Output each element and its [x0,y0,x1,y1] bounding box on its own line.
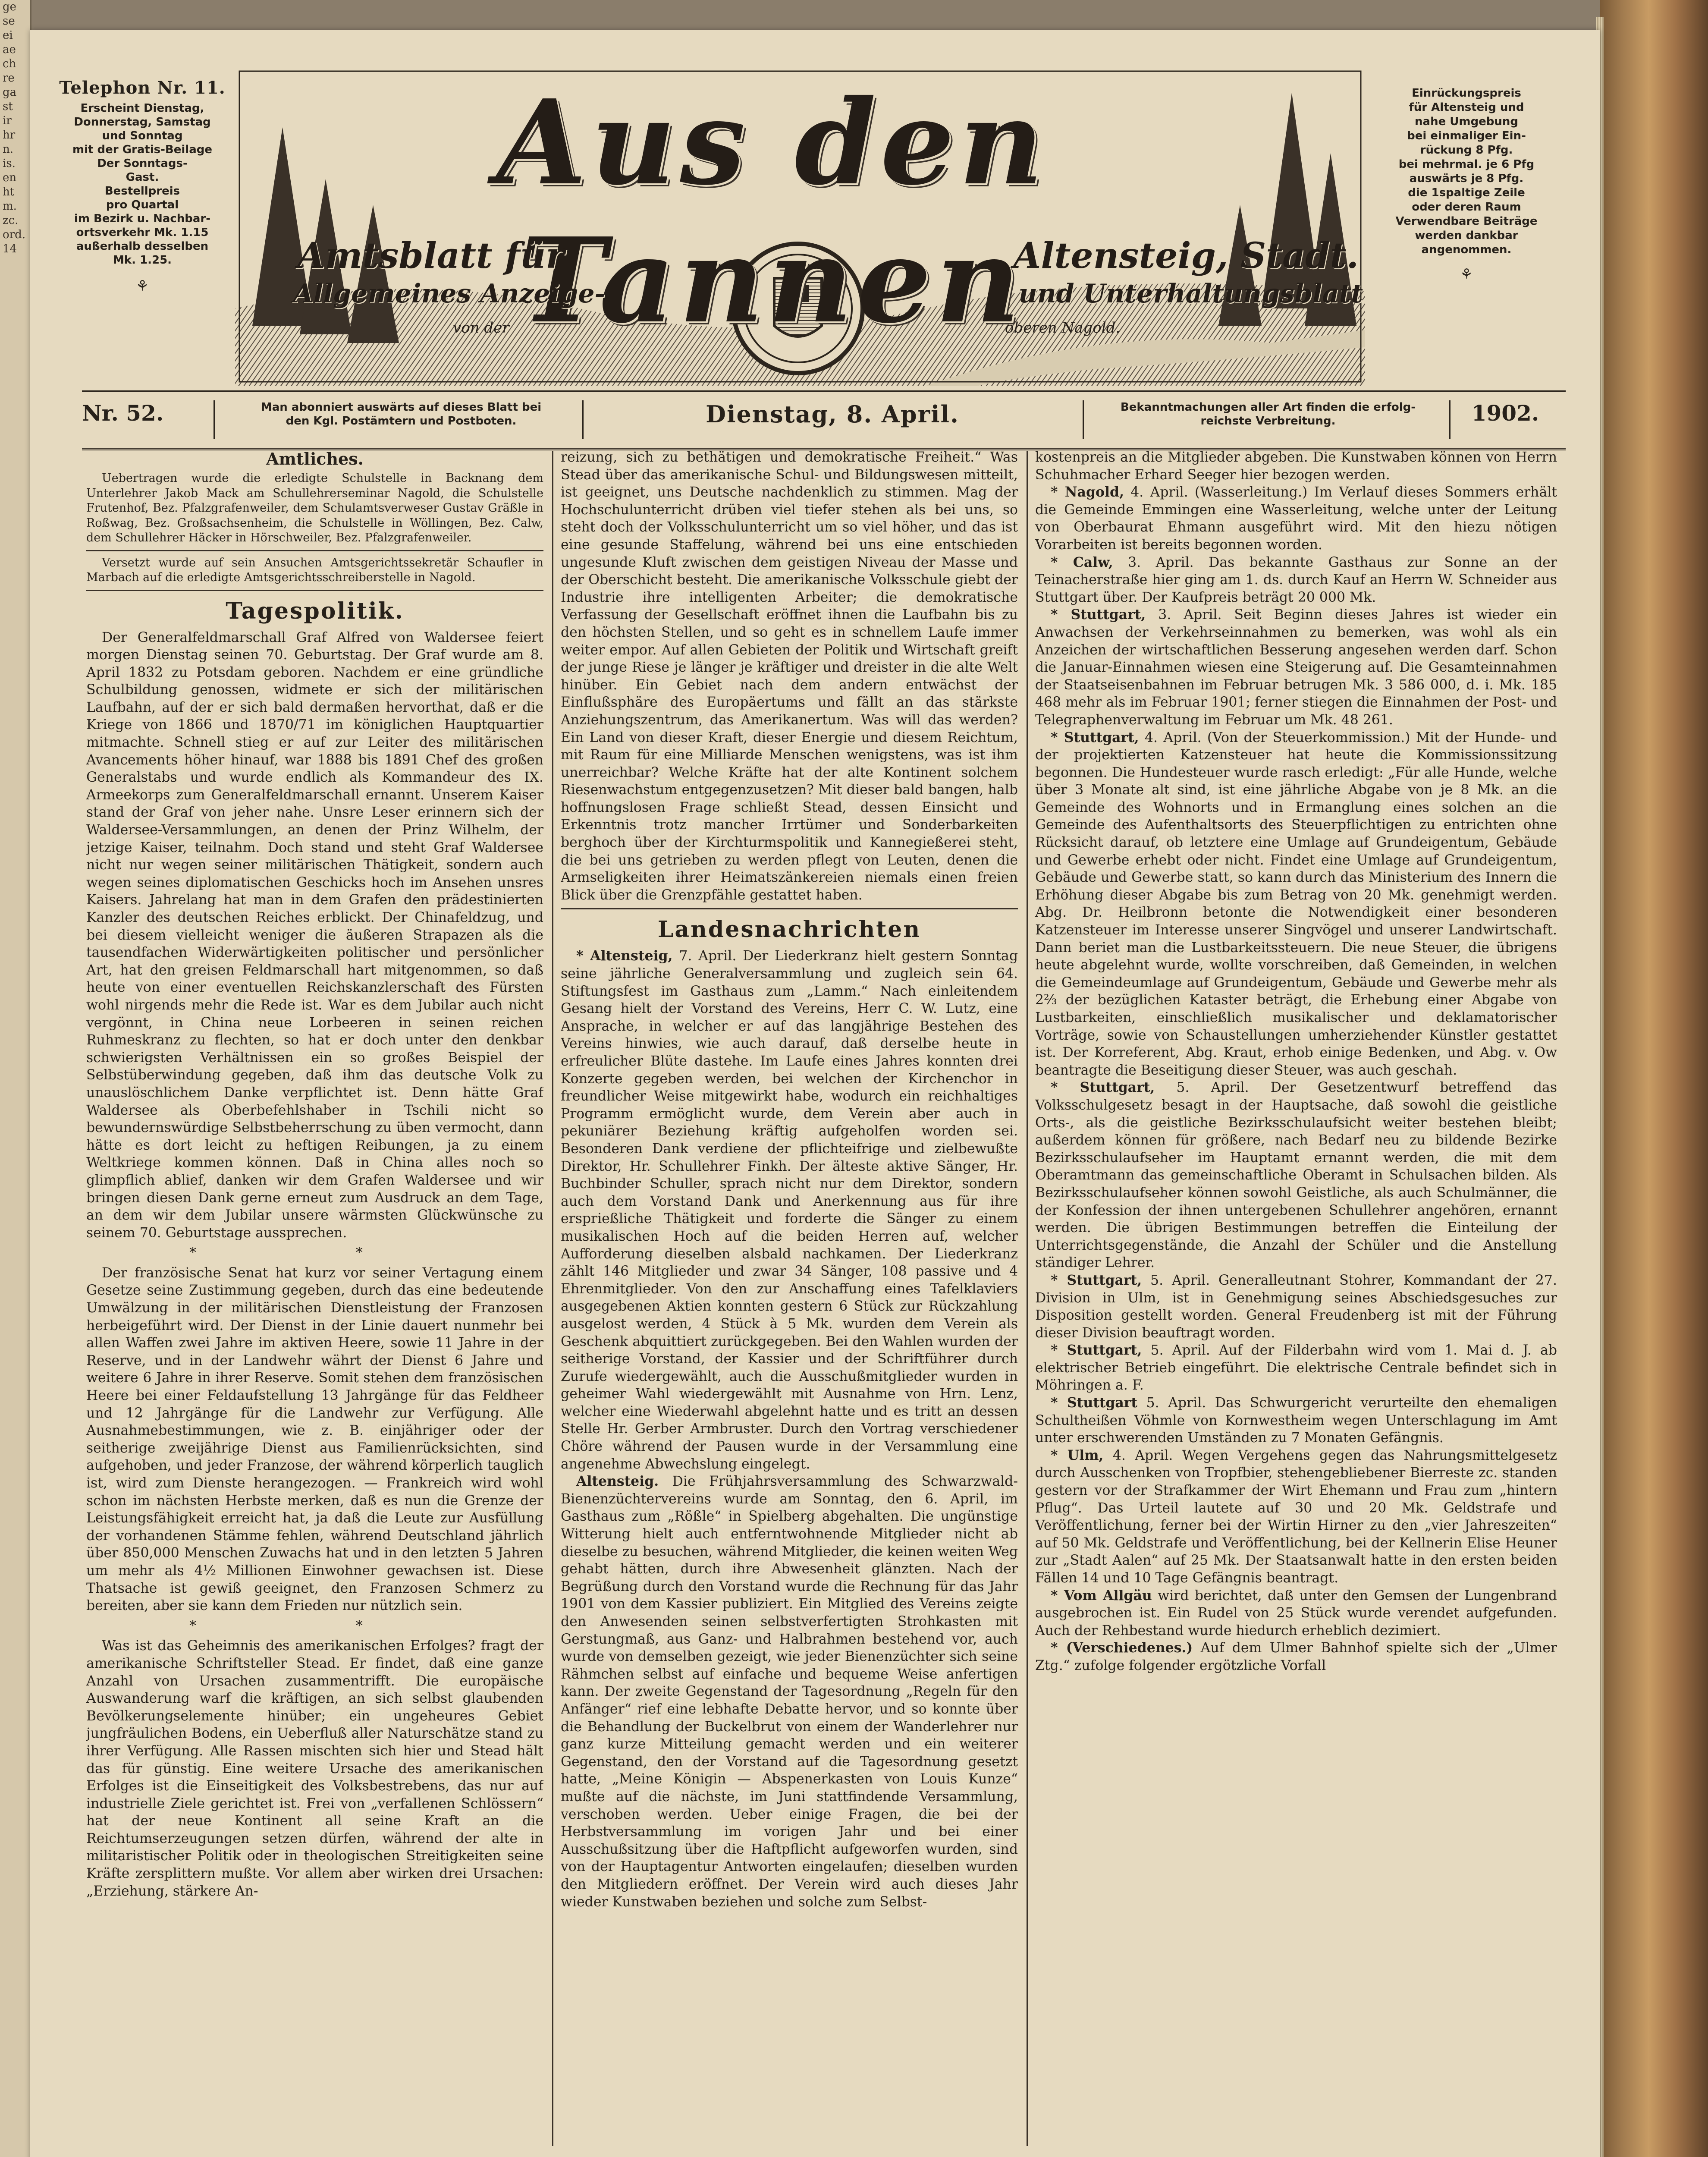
margin-fragment: ord. [3,228,25,241]
subscription-line: Man abonniert auswärts auf dieses Blatt bei [261,401,542,414]
book-spine [1600,0,1708,2157]
news-item-text: Die Frühjahrsversammlung des Schwarzwald-Bienenzüchtervereins wurde am Sonntag, den 6. April, im Gasthaus zum „Rößle“ in Spielberg abgehalten. Die ungünstige Witterung hielt auch entferntwohnende Mitglieder nicht ab dieselbe zu besuchen, während Mitglieder, die keinen weiten Weg gehabt hätten, durch ihre Abwesenheit glänzten. Nach der Begrüßung durch den Vorstand wurde die Rechnung für das Jahr 1901 von dem Kassier publiziert. Ein Mitglied des Vereins zeigte den Anwesenden seinen selbstverfertigten Strohkasten mit Gerstungmaß, aus Ganz- und Halbrahmen bestehend vor, auch wurde von demselben gezeigt, wie jeder Bienenzüchter sich seine Rähmchen selbst auf einfache und bequeme Weise anfertigen kann. Der zweite Gegenstand der Tagesordnung „Regeln für den Anfänger“ rief eine lebhafte Debatte hervor, und so konnte über die Behandlung der Buckelbrut von einem der Wanderlehrer nur ganz kurze Mitteilung gemacht werden und ein weiterer Gegenstand, den der Vorstand auf die Tagesordnung gesetzt hatte, „Meine Königin — Abspenerkasten von Louis Kunze“ mußte auf die nächste, im Juni stattfindende Versammlung, verschoben werden. Ueber einige Fragen, die bei der Herbstversammlung im vorigen Jahr und bei einer Ausschußsitzung über die Haftpflicht aufgeworfen wurden, sind von der Hauptagentur Antworten eingelaufen; dieselben wurden den Mitgliedern eröffnet. Der Verein wird auch dieses Jahr wieder Kunstwaben beziehen und solche zum Selbst- [561,1474,1018,1910]
news-item [1035,1587,1557,1640]
masthead-subtitle-left: Amtsblatt für [298,235,565,277]
subscription-line: den Kgl. Postämtern und Postboten. [286,415,517,428]
news-item [1035,1394,1557,1447]
pricing-info-line: auswärts je 8 Pfg. [1409,172,1524,185]
news-item-text: 5. April. Auf der Filderbahn wird vom 1. Mai d. J. ab elektrischer Betrieb eingeführt. Die elektrische Centrale befindet sich in Möhringen a. F. [1035,1343,1557,1393]
article-paragraph: reizung, sich zu bethätigen und demokratische Freiheit.“ Was Stead über das amerikanische Schul- und Bildungswesen mitteilt, ist geeignet, uns Deutsche nachdenklich zu stimmen. Mag der Hochschulunterricht drüben viel tiefer stehen als bei uns, so steht doch der Volksschulunterricht um so viel höher, und das ist eine gesunde Staffelung, während bei uns eine entschieden ungesunde Kluft zwischen dem geistigen Niveau der Masse und der Oberschicht besteht. Die amerikanische Volksschule giebt der Industrie ihre intelligenten Arbeiter; die demokratische Verfassung der Gesellschaft eröffnet ihnen die Laufbahn bis zu den höchsten Stellen, und so geht es in schnellem Laufe immer weiter empor. Auf allen Gebieten der Politik und Wirtschaft greift der junge Riese je länger je kräftiger und dreister in die alte Welt hinüber. Ein Gebiet nach dem andern entwächst der Einflußsphäre des Europäertums und fällt an das stärkste Anziehungszentrum, das Amerikanertum. Was will das werden? Ein Land von dieser Kraft, dieser Energie und diesem Reichtum, mit Raum für eine Milliarde Menschen wenigstens, was ist ihm unerreichbar? Welche Kräfte hat der alte Kontinent solchem Riesenwachstum entgegenzusetzen? Mit dieser bald bangen, halb hoffnungslosen Frage schließt Stead, dessen Einsicht und Erkenntnis trotz mancher Irrtümer und Sonderbarkeiten berghoch über der Kirchturmspolitik und Kannegießerei steht, die bei uns getrieben zu werden pflegt von Leuten, denen die Armseligkeiten ihrer Heimatszänkereien niemals einen freien Blick über die Grenzpfähle gestattet haben. [561,450,1018,903]
news-item [561,1473,1018,1911]
margin-fragment: se [3,15,15,28]
margin-fragment: ga [3,86,17,99]
news-item [1035,729,1557,1079]
news-item-place: * Stuttgart, [1051,1342,1142,1358]
news-item-place: * (Verschiedenes.) [1051,1640,1193,1656]
pricing-info-line: Verwendbare Beiträge [1395,215,1538,228]
news-item [1035,1079,1557,1272]
margin-fragment: hr [3,129,16,141]
divider [214,400,215,439]
margin-fragment: ht [3,186,15,198]
publication-info-line: mit der Gratis-Beilage [72,143,212,156]
issue-date: Dienstag, 8. April. [706,400,959,428]
article-paragraph: Der Generalfeldmarschall Graf Alfred von Waldersee feiert morgen Dienstag seinen 70. Geburtstag. Der Graf wurde am 8. April 1832 zu Potsdam geboren. Nachdem er eine gründliche Schulbildung genossen, widmete er sich der militärischen Laufbahn, auf der er sich bald dermaßen hervorthat, daß er die Kriege von 1866 und 1870/71 im königlichen Hauptquartier mitmachte. Schnell stieg er auf zur Leiter des militärischen Avancements höher hinauf, war 1888 bis 1891 Chef des großen Generalstabs und wurde endlich als Kommandeur des IX. Armeekorps zum Generalfeldmarschall ernannt. Unserem Kaiser stand der Graf von jeher nahe. Unsre Leser erinnern sich der Waldersee-Versammlungen, an denen der Prinz Wilhelm, der jetzige Kaiser, teilnahm. Doch stand und steht Graf Waldersee nicht nur wegen seiner militärischen Thätigkeit, sondern auch wegen seines diplomatischen Geschicks hoch im Ansehen unsres Kaisers. Jahrelang hat man in dem Grafen den prädestinierten Kanzler des deutschen Reiches erblickt. Der Chinafeldzug, und bei diesem vielleicht weniger die äußeren Strapazen als die tausendfachen Widerwärtigkeiten politischer und persönlicher Art, hat den greisen Feldmarschall hart mitgenommen, so daß heute von einer eventuellen Reichskanzlerschaft des Fürsten wohl nirgends mehr die Rede ist. War es dem Jubilar auch nicht vergönnt, in China neue Lorbeeren in seinen reichen Ruhmeskranz zu flechten, so hat er doch unter den denkbar schwierigsten Verhältnissen ein so großes Beispiel der Selbstüberwindung gegeben, daß ihm das deutsche Volk zu unauslöschlichem Danke verpflichtet ist. Denn hätte Graf Waldersee als Oberbefehlshaber in Tschili nicht so bewundernswürdige Selbstbeherrschung zu üben vermocht, dann hätte es dort leicht zu heftigen Reibungen, ja zu einem Weltkriege kommen können. Daß in China alles noch so glimpflich ablief, danken wir dem Grafen Waldersee und wir bringen diesen Dank gerne erneut zum Ausdruck an dem Tage, an dem wir dem Jubilar unsere wärmsten Glückwünsche zu seinem 70. Geburtstage aussprechen. [86,629,543,1241]
news-item-text: 7. April. Der Liederkranz hielt gestern Sonntag seine jährliche Generalversammlung und zugleich sein 64. Stiftungsfest im Gasthaus zum „Lamm.“ Nach einleitendem Gesang hielt der Vorstand des Vereins, Herr C. W. Lutz, eine Ansprache, in welcher er auf das langjährige Bestehen des Vereins hinwies, wie auch darauf, daß derselbe heute in erfreulicher Blüte dastehe. Im Laufe eines Jahres konnten drei Konzerte gegeben werden, bei welchen der Kirchenchor in freundlicher Weise mitgewirkt habe, wodurch ein reichhaltiges Programm ermöglicht wurde, dem Verein aber auch in pekuniärer Beziehung kräftig aufgeholfen worden sei. Besonderen Dank verdiene der pflichteifrige und zielbewußte Direktor, Hr. Schullehrer Finkh. Der älteste aktive Sänger, Hr. Buchbinder Schuller, sprach nicht nur dem Direktor, sondern auch dem Vorstand Dank und Anerkennung aus für ihre ersprießliche Thätigkeit und forderte die Sänger zu einem musikalischen Hoch auf die beiden Herren auf, welcher Aufforderung dieselben alsbald nachkamen. Der Liederkranz zählt 146 Mitglieder und zwar 34 Sänger, 108 passive und 4 Ehrenmitglieder. Von den zur Anschaffung eines Tafelklaviers ausgegebenen Aktien konnten gestern 6 Stück zur Rückzahlung ausgelost werden, 4 Stück à 5 Mk. wurden dem Verein als Geschenk abquittiert zurückgegeben. Bei den Wahlen wurden der seitherige Vorstand, der Kassier und der Schriftführer durch Zurufe wiedergewählt, auch die Ausschußmitglieder wurden in geheimer Wahl wiedergewählt mit Ausnahme von Hrn. Lenz, welcher eine Wiederwahl abgelehnt hatte und es tritt an dessen Stelle Hr. Gerber Armbruster. Durch den Vortrag verschiedener Chöre während der Pausen wurde in der Versammlung eine angenehme Abwechslung eingelegt. [561,948,1018,1472]
separator-stars: * * [189,1618,440,1634]
margin-fragment: m. [3,200,17,213]
news-item-place: * Altensteig, [576,948,673,964]
news-item-place: * Stuttgart, [1051,729,1139,745]
news-item-place: * Stuttgart [1051,1395,1137,1411]
publication-info-line: Bestellpreis [104,185,180,198]
pricing-info-line: werden dankbar [1415,229,1518,242]
pricing-info-line: rückung 8 Pfg. [1420,144,1513,157]
rule [86,550,543,551]
news-item [1035,554,1557,607]
margin-fragment: ge [3,0,17,13]
pricing-info-line: für Altensteig und [1409,101,1524,114]
section-heading-landesnachrichten: Landesnachrichten [657,916,921,943]
article-paragraph: Was ist das Geheimnis des amerikanischen Erfolges? fragt der amerikanische Schriftsteller Stead. Er findet, daß eine ganze Anzahl von Ursachen zusammentrifft. Die europäische Auswanderung warf die kräftigen, an sich selbst glaubenden Bevölkerungselemente hinüber; ein ungeheures Gebiet jungfräulichen Bodens, ein Ueberfluß aller Naturschätze stand zu ihrer Verfügung. Alle Rassen mischten sich hier und Stead hält das für günstig. Eine weitere Ursache des amerikanischen Erfolges ist die Einseitigkeit des Volksbestrebens, das nur auf industrielle Ziele gerichtet ist. Frei von „verfallenen Schlössern“ hat der neue Kontinent all seine Kraft an die Reichtumserzeugungen setzen dürfen, während der alte in militaristischer Politik oder in theologischen Streitigkeiten seine Kräfte zersplittern mußte. Vor allem aber wirken drei Ursachen: „Erziehung, stärkere An- [86,1638,543,1899]
column-2 [561,449,1018,2153]
masthead-von: von der [453,319,509,336]
news-item [1035,606,1557,729]
news-item-text: kostenpreis an die Mitglieder abgeben. Die Kunstwaben können von Herrn Schuhmacher Erhard Seeger hier bezogen werden. [1035,450,1557,483]
masthead-left-box [52,78,233,295]
publication-info-line: Gast. [126,171,159,184]
news-items [1035,449,1557,1675]
ornament-icon: ⚘ [135,277,149,295]
telephone-number: Telephon Nr. 11. [59,78,226,98]
news-item-text: 5. April. Der Gesetzentwurf betreffend das Volksschulgesetz besagt in der Hauptsache, daß sowohl die geistliche Orts-, als die geistliche Bezirksschulaufsicht weiter bestehen bleibt; außerdem können für größere, nach Bedarf neu zu bildende Bezirke Bezirksschulaufseher im Hauptamt ernannt werden, die mit dem Oberamtmann das gemeinschaftliche Oberamt in Schulsachen bilden. Als Bezirksschulaufseher können sowohl Geistliche, als auch Schulmänner, die der Konfession der ihnen untergebenen Schullehrer angehören, ernannt werden. Die übrigen Bestimmungen betreffen die Einteilung der Unterrichtsgegenstände, die Anzahl der Schüler und die Anstellung ständiger Lehrer. [1035,1080,1557,1271]
pricing-info-line: angenommen. [1421,243,1512,256]
column-rule [552,451,553,2146]
margin-fragment: ch [3,57,16,70]
pricing-info-line: bei mehrmal. je 6 Pfg [1398,158,1535,171]
news-item-place: * Calw, [1051,554,1113,570]
margin-fragment: is. [3,157,16,170]
official-notice: Uebertragen wurde die erledigte Schulstelle in Backnang dem Unterlehrer Jakob Mack am Schullehrerseminar Nagold, die Schulstelle Frutenhof, Bez. Pfalzgrafenweiler, dem Schulamtsverweser Gustav Gräßle in Roßwag, Bez. Großsachsenheim, die Schulstelle in Wöllingen, Bez. Calw, dem Schullehrer Häcker in Hörschweiler, Bez. Pfalzgrafenweiler. [86,472,543,544]
masthead-nagold: oberen Nagold. [1005,319,1121,336]
news-item-text: 4. April. Wegen Vergehens gegen das Nahrungsmittelgesetz durch Ausschenken von Tropfbier, stehengebliebener Bierreste zc. standen gestern vor der Strafkammer der Wirt Ehemann und Frau zum „hintern Pflug“. Das Urteil lautete auf 30 und 20 Mk. Geldstrafe und Veröffentlichung, ferner bei der Wirtin Hirner zu den „vier Jahreszeiten“ auf 50 Mk. Geldstrafe und Veröffentlichung, bei der Kellnerin Elise Heuner zur „Stadt Aalen“ auf 25 Mk. Der Staatsanwalt hatte in den ersten beiden Fällen 14 und 10 Tage Gefängnis beantragt. [1035,1447,1557,1586]
margin-fragments [3,0,29,256]
margin-fragment: re [3,72,15,85]
publication-info-line: außerhalb desselben [76,240,209,253]
masthead-subtitle-right: Altensteig, Stadt. [1013,235,1359,277]
news-item-place: * Ulm, [1051,1447,1104,1463]
advertising-note [1091,400,1445,428]
news-item [561,947,1018,1473]
news-item-place: * Nagold, [1051,484,1124,500]
news-item-place: * Vom Allgäu [1051,1587,1152,1604]
news-item-text: 4. April. (Wasserleitung.) Im Verlauf dieses Sommers erhält die Gemeinde Emmingen eine Wasserleitung, welche unter der Leitung von Oberbaurat Ehmann ausgeführt wird. Mit den hiezu nötigen Vorarbeiten ist bereits begonnen worden. [1035,484,1557,553]
article-paragraph: Der französische Senat hat kurz vor seiner Vertagung einem Gesetze seine Zustimmung gegeben, durch das eine bedeutende Umwälzung in der militärischen Dienstleistung der Franzosen herbeigeführt wird. Der Dienst in der Linie dauert nunmehr bei allen Waffen zwei Jahre im aktiven Heere, sowie 11 Jahre in der Reserve, und in der Landwehr währt der Dienst 6 Jahre und weitere 6 Jahre in ihrer Reserve. Somit stehen dem französischen Heere bei einer Feldaufstellung 13 Jahrgänge für das Feldheer und 12 Jahrgänge für die Landwehr zur Verfügung. Alle Ausnahmebestimmungen, wie z. B. einjähriger oder der seitherige zweijährige Dienst aus Familienrücksichten, sind aufgehoben, und jeder Franzose, der während körperlich tauglich ist, wird zum Dienste herangezogen. — Frankreich wird wohl schon im nächsten Herbste merken, daß es nun die Grenze der Leistungsfähigkeit erreicht hat, ja daß die Leute zur Ausfüllung der vorhandenen Stämme fehlen, während Deutschland jährlich über 850,000 Menschen Zuwachs hat und in den letzten 5 Jahren um mehr als 4½ Millionen Einwohner gewachsen ist. Diese Thatsache ist gewiß geeignet, den Franzosen Schmerz zu bereiten, aber sie kann dem Frieden nur nützlich sein. [86,1265,543,1614]
news-item-place: * Stuttgart, [1051,607,1146,623]
subscription-note [224,400,578,428]
pricing-info [1372,86,1561,257]
rule [561,908,1018,909]
section-heading-tagespolitik: Tagespolitik. [226,597,404,624]
news-item-text: 5. April. Das Schwurgericht verurteilte den ehemaligen Schultheißen Vöhmle von Kornwestheim wegen Unterschlagung im Amt unter erschwerenden Umständen zu 7 Monaten Gefängnis. [1035,1395,1557,1446]
masthead-subtitle2-right: und Unterhaltungsblatt [1018,279,1363,309]
publication-info [52,101,233,267]
pricing-info-line: nahe Umgebung [1415,115,1518,128]
publication-info-line: Erscheint Dienstag, [80,102,204,115]
news-item-text: 3. April. Seit Beginn dieses Jahres ist wieder ein Anwachsen der Verkehrseinnahmen zu bemerken, was wohl als ein Anzeichen der wirtschaftlichen Besserung angesehen werden darf. Schon die Januar-Einnahmen wiesen eine Steigerung auf. Die Gesamteinnahmen der Staatseisenbahnen im Februar betrugen Mk. 3 586 000, d. i. Mk. 185 468 mehr als im Februar 1901; ferner stiegen die Einnahmen der Post- und Telegraphenverwaltung im Februar um Mk. 48 261. [1035,607,1557,728]
news-item-text: 4. April. (Von der Steuerkommission.) Mit der Hunde- und der projektierten Katzensteuer hat heute die Kommissionssitzung begonnen. Die Hundesteuer wurde rasch erledigt: „Für alle Hunde, welche über 3 Monate alt sind, ist eine jährliche Abgabe von je 8 Mk. an die Gemeinde des Wohnorts und in Ermanglung eines solchen an die Gemeinde des Aufenthaltsorts des Steuerpflichtigen zu entrichten ohne Rücksicht darauf, ob letztere eine Umlage auf Grundeigentum, Gebäude und Gewerbe erhebt oder nicht. Findet eine Umlage auf Grundeigentum, Gebäude und Gewerbe statt, so kann durch das Ministerium des Innern die Erhöhung dieser Abgabe bis zum Betrag von 20 Mk. genehmigt werden. Abg. Dr. Heilbronn betonte die Notwendigkeit einer besonderen Katzensteuer im Interesse unserer Singvögel und unserer Landwirtschaft. Dann beriet man die Lustbarkeitssteuern. Die neue Steuer, die übrigens heute abgelehnt wurde, wollte vorschreiben, daß Gemeinden, in welchen die Gemeindeumlage auf Grundeigentum, Gebäude und Gewerbe mehr als 2⅔ der bezüglichen Kataster beträgt, die Erhebung einer Abgabe von Lustbarkeiten, einschließlich musikalischer und deklamatorischer Vorträge, sowie von Schaustellungen umherziehender Künstler gestattet ist. Der Korreferent, Abg. Kraut, erhob einige Bedenken, und Abg. v. Ow beantragte die Beseitigung dieser Steuer, was auch geschah. [1035,729,1557,1078]
margin-fragment: 14 [3,242,17,255]
pricing-info-line: bei einmaliger Ein- [1407,129,1526,142]
margin-fragment: ir [3,114,12,127]
news-item-text: wird berichtet, daß unter den Gemsen der Lungenbrand ausgebrochen ist. Ein Rudel von 25 Stück wurde verendet aufgefunden. Auch der Rehbestand wurde hiedurch erheblich dezimiert. [1035,1588,1557,1638]
publication-info-line: Der Sonntags- [97,157,188,170]
advertising-line: reichste Verbreitung. [1200,415,1336,428]
ornament-icon: ⚘ [1460,266,1473,283]
column-1 [86,449,543,2153]
news-item-text: Auf dem Ulmer Bahnhof spielte sich der „Ulmer Ztg.“ zufolge folgender ergötzliche Vorfall [1035,1640,1557,1673]
issue-info-bar [82,390,1566,450]
publication-info-line: pro Quartal [106,198,179,211]
margin-fragment: en [3,171,17,184]
news-item-text: 5. April. Generalleutnant Stohrer, Kommandant der 27. Division in Ulm, ist in Genehmigung seines Abschiedsgesuches zur Disposition gestellt worden. General Freudenberg ist mit der Führung dieser Division beauftragt worden. [1035,1272,1557,1341]
separator-stars: * * [189,1245,440,1261]
news-item [1035,1272,1557,1342]
publication-info-line: ortsverkehr Mk. 1.15 [76,226,209,239]
masthead-subtitle2-left: Allgemeines Anzeige- [293,279,606,309]
divider [1083,400,1084,439]
publication-info-line: im Bezirk u. Nachbar- [74,212,211,225]
section-heading-amtliches: Amtliches. [266,449,364,469]
masthead-right-box [1372,86,1561,282]
pricing-info-line: die 1spaltige Zeile [1408,186,1525,199]
issue-number: Nr. 52. [82,400,164,426]
column-rule [1027,451,1028,2146]
news-item-place: Altensteig. [576,1473,659,1490]
news-item [1035,1639,1557,1674]
official-notice: Versetzt wurde auf sein Ansuchen Amtsgerichtssekretär Schaufler in Marbach auf die erledigte Amtsgerichtsschreiberstelle in Nagold. [86,556,543,584]
news-item-place: * Stuttgart, [1051,1272,1142,1288]
publication-info-line: Donnerstag, Samstag [74,116,211,129]
issue-year: 1902. [1471,400,1539,426]
rule [86,590,543,591]
margin-fragment: ae [3,43,16,56]
news-item [1035,1342,1557,1394]
divider [1449,400,1451,439]
newspaper-title: Aus den Tannen [496,74,1048,349]
margin-fragment: st [3,100,13,113]
pricing-info-line: Einrückungspreis [1412,87,1521,100]
publication-info-line: Mk. 1.25. [113,254,172,267]
news-item [1035,484,1557,553]
news-item [1035,449,1557,484]
margin-fragment: ei [3,29,13,42]
margin-fragment: zc. [3,214,19,227]
previous-page-edge [0,0,31,2157]
publication-info-line: und Sonntag [102,129,183,142]
news-items [561,947,1018,1911]
column-3 [1035,449,1557,2153]
pricing-info-line: oder deren Raum [1412,201,1521,214]
margin-fragment: n. [3,143,14,156]
news-item [1035,1447,1557,1587]
news-item-place: * Stuttgart, [1051,1079,1155,1096]
advertising-line: Bekanntmachungen aller Art finden die erfolg- [1120,401,1416,414]
news-item-text: 3. April. Das bekannte Gasthaus zur Sonne an der Teinacherstraße hier ging am 1. ds. durch Kauf an Herrn W. Schneider aus Stuttgart über. Der Kaufpreis beträgt 20 000 Mk. [1035,554,1557,605]
